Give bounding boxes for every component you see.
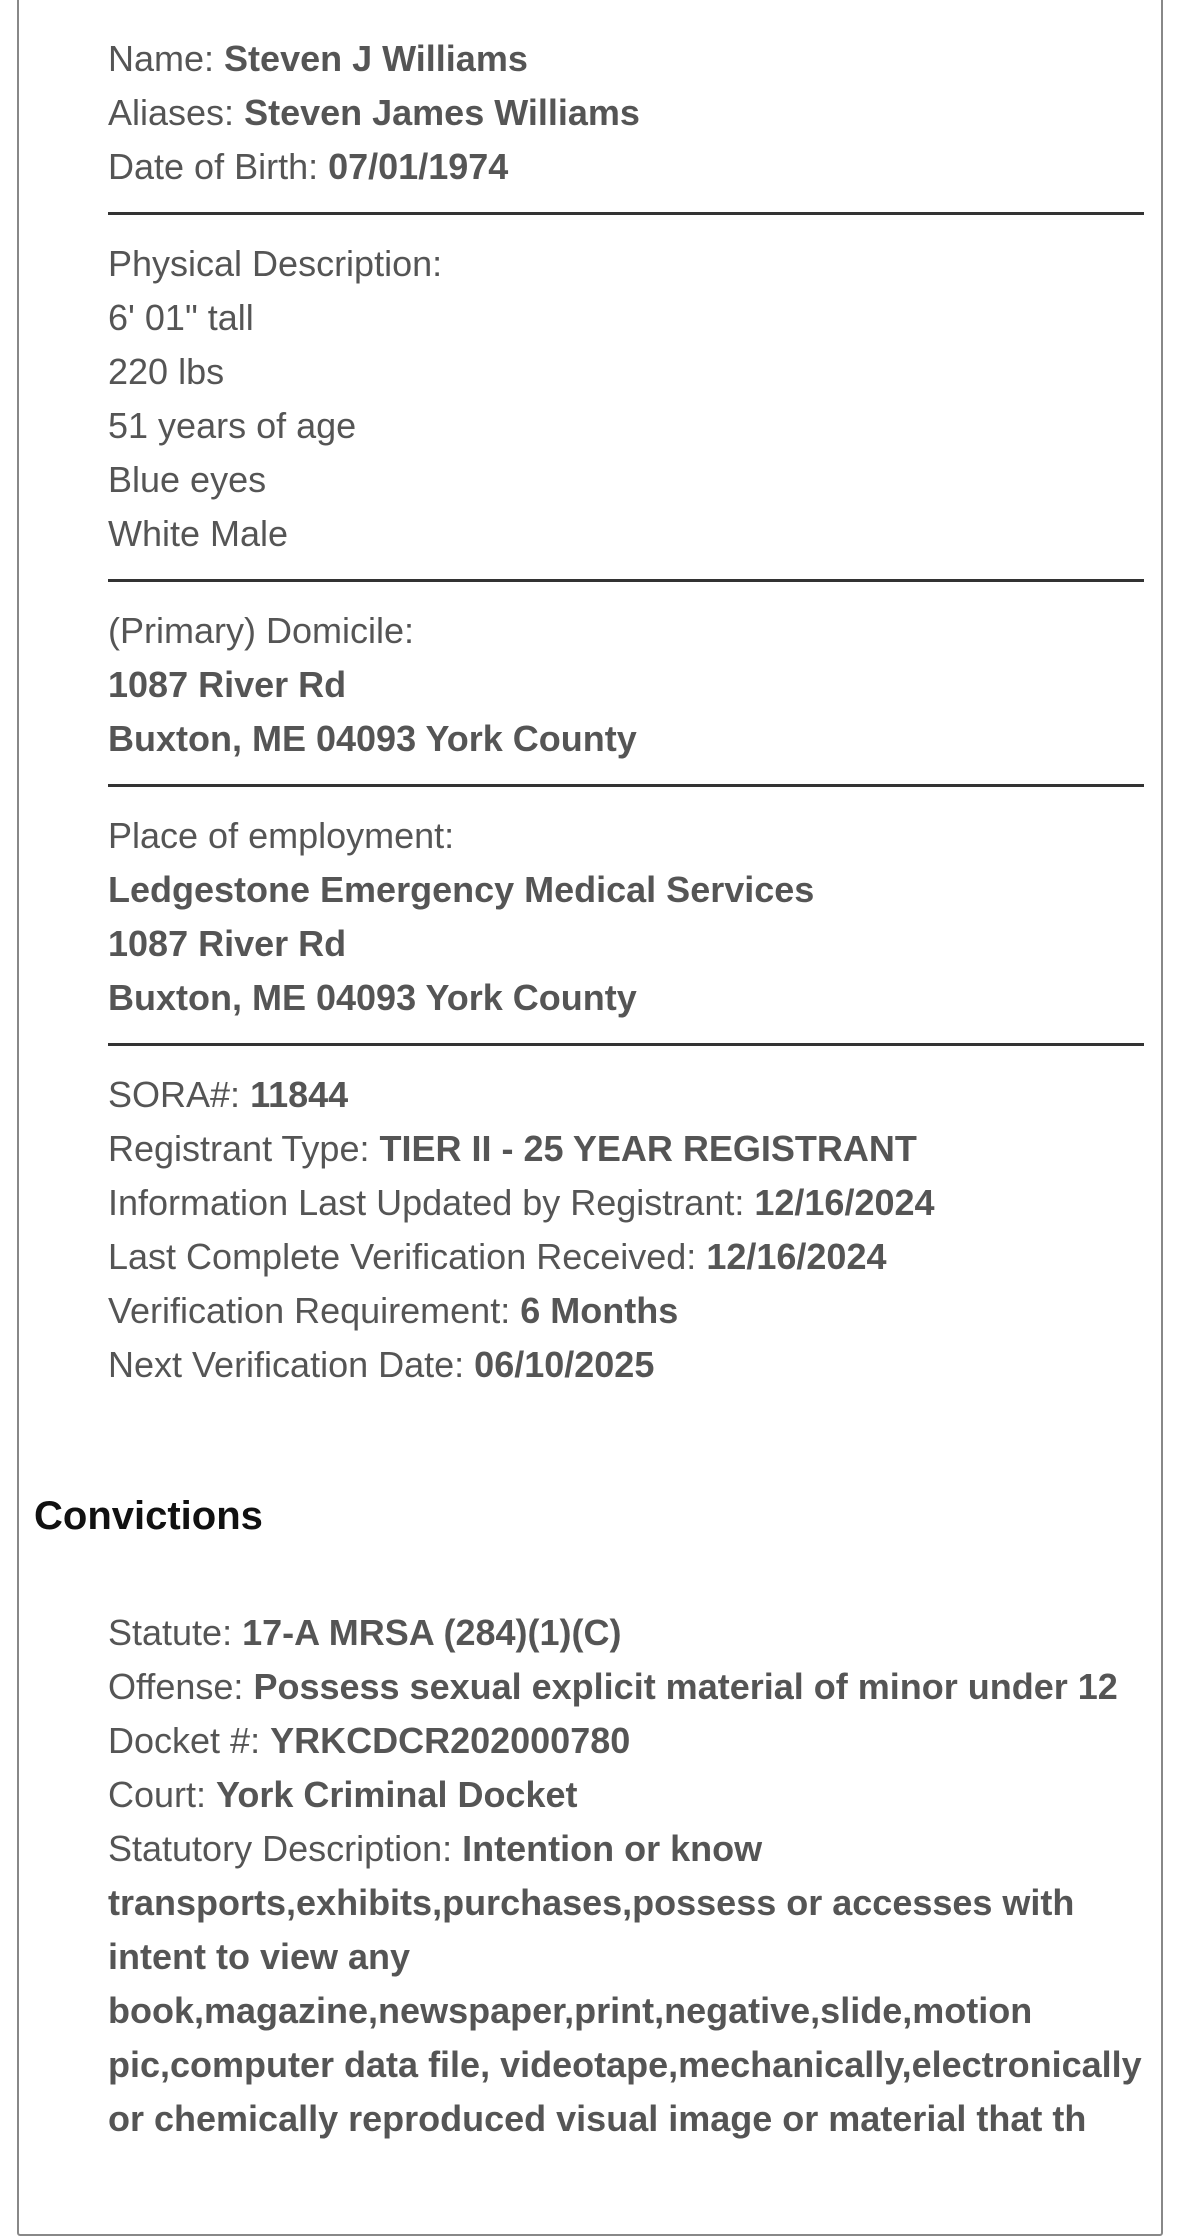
convictions-heading: Convictions <box>34 1494 263 1538</box>
dob-value: 07/01/1974 <box>328 146 509 187</box>
registrant-details <box>108 32 1148 1392</box>
registration-section <box>108 1068 1148 1392</box>
last-verification-row: Last Complete Verification Received: 12/16/2024 <box>108 1236 887 1277</box>
aliases-row: Aliases: Steven James Williams <box>108 92 640 133</box>
offense-row: Offense: Possess sexual explicit material of minor under 12 <box>108 1666 1118 1707</box>
employment-street: 1087 River Rd <box>108 923 347 964</box>
weight-value: 220 lbs <box>108 351 225 392</box>
age-value: 51 years of age <box>108 405 357 446</box>
employment-city: Buxton, ME 04093 York County <box>108 977 637 1018</box>
conviction-record <box>108 1606 1148 2146</box>
domicile-city: Buxton, ME 04093 York County <box>108 718 637 759</box>
section-divider <box>108 212 1144 215</box>
verification-requirement-row: Verification Requirement: 6 Months <box>108 1290 679 1331</box>
eyes-value: Blue eyes <box>108 459 267 500</box>
employment-section <box>108 809 1148 1025</box>
domicile-heading: (Primary) Domicile: <box>108 610 414 651</box>
physical-section <box>108 237 1148 561</box>
identity-section <box>108 32 1148 194</box>
next-verification-row: Next Verification Date: 06/10/2025 <box>108 1344 655 1385</box>
section-divider <box>108 579 1144 582</box>
dob-row: Date of Birth: 07/01/1974 <box>108 146 509 187</box>
court-row: Court: York Criminal Docket <box>108 1774 578 1815</box>
name-value: Steven J Williams <box>224 38 528 79</box>
height-value: 6' 01" tall <box>108 297 254 338</box>
race-sex-value: White Male <box>108 513 289 554</box>
employer-name: Ledgestone Emergency Medical Services <box>108 869 815 910</box>
section-divider <box>108 784 1144 787</box>
employment-heading: Place of employment: <box>108 815 455 856</box>
domicile-section <box>108 604 1148 766</box>
physical-heading: Physical Description: <box>108 243 443 284</box>
name-row: Name: Steven J Williams <box>108 38 528 79</box>
sora-row: SORA#: 11844 <box>108 1074 349 1115</box>
statute-row: Statute: 17-A MRSA (284)(1)(C) <box>108 1612 622 1653</box>
statutory-description-row: Statutory Description: Intention or know transports,exhibits,purchases,possess or accesses with intent to view any book,magazine,newspaper,print,negative,slide,motion pic,computer data file, videotape,mechanically,electronically or chemically reproduced visual image or material that th <box>108 1828 1142 2139</box>
aliases-value: Steven James Williams <box>244 92 640 133</box>
last-updated-row: Information Last Updated by Registrant: 12/16/2024 <box>108 1182 935 1223</box>
section-divider <box>108 1043 1144 1046</box>
docket-row: Docket #: YRKCDCR202000780 <box>108 1720 631 1761</box>
registrant-type-row: Registrant Type: TIER II - 25 YEAR REGISTRANT <box>108 1128 917 1169</box>
domicile-street: 1087 River Rd <box>108 664 347 705</box>
